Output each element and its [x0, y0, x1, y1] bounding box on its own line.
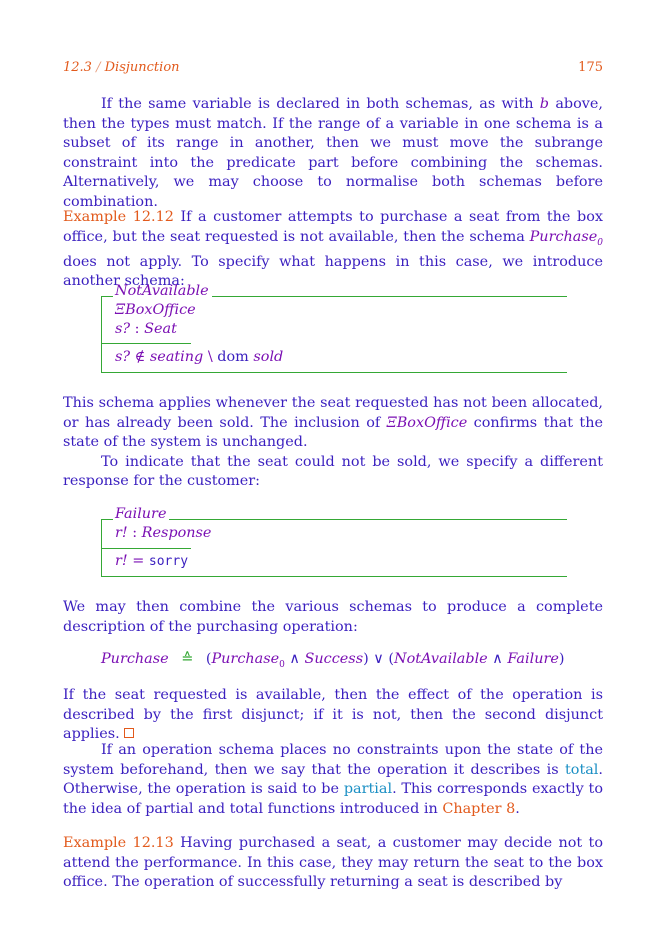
paragraph-combine: We may then combine the various schemas to produce a complete description of the purchasing operation:	[63, 599, 603, 635]
page-number: 175	[578, 60, 603, 75]
paragraph-disjunct: If the seat requested is available, then the effect of the operation is described by the first disjunct; if it is not, then the second disjunct applies.	[63, 687, 603, 742]
example-label: Example 12.12	[63, 209, 174, 225]
schema-declaration-seat: s? : Seat	[115, 321, 177, 337]
example-12-12: Example 12.12 If a customer attempts to purchase a seat from the box office, but the seat requested is not available, then the schema Purchase$_0$ does not apply. To specify what happens in this case, we introduce another schema:	[63, 209, 603, 290]
chapter-8-link[interactable]: Chapter 8	[442, 800, 516, 817]
paragraph-schema-explanation: This schema applies whenever the seat requested has not been allocated, or has already been sold. The inclusion of ΞBoxOffice confirms that the state of the system is unchanged. To indicate that the seat could not be sold, we specify a different response for the customer:	[63, 395, 603, 489]
variable-b: b	[539, 96, 550, 112]
schema-predicate: r! = sorry	[115, 553, 189, 569]
example-12-13: Example 12.13 Having purchased a seat, a customer may decide not to attend the performance. In this case, they may return the seat to the box office. The operation of successfully returning a seat is described by	[63, 835, 603, 890]
schema-failure	[101, 505, 567, 579]
section-title: Disjunction	[104, 60, 180, 75]
schema-title: NotAvailable	[115, 283, 209, 299]
term-total: total	[565, 761, 599, 778]
schema-notavailable	[101, 282, 567, 374]
section-number: 12.3	[63, 60, 92, 75]
header-separator: /	[96, 60, 101, 75]
end-of-example-icon	[124, 728, 134, 738]
schema-declaration-xi: ΞBoxOffice	[115, 302, 196, 318]
paragraph-total-partial: If an operation schema places no constraints upon the state of the system beforehand, then we say that the operation it describes is total. Otherwise, the operation is said to be partial. This corresponds exactly to the idea of partial and total functions introduced in Chapter 8.	[63, 742, 603, 817]
schema-declaration-response: r! : Response	[115, 525, 212, 541]
term-partial: partial	[343, 781, 393, 797]
schema-title: Failure	[115, 506, 167, 522]
running-header	[63, 60, 603, 78]
paragraph-variables: If the same variable is declared in both schemas, as with b above, then the types must match. If the range of a variable in one schema is a subset of its range in another, then we must move the subrange constraint into the predicate part before combining the schemas. Alternatively, we may choose to normalise both schemas before combination.	[63, 96, 603, 210]
example-label: Example 12.13	[63, 835, 174, 851]
equation-purchase: Purchase ≙ (Purchase$_0$ ∧ Success) ∨ (NotAvailable ∧ Failure)	[101, 651, 565, 670]
schema-ref-purchase0: Purchase$_0$	[529, 228, 603, 248]
schema-predicate: s? ∉ seating \ dom sold	[115, 349, 284, 365]
